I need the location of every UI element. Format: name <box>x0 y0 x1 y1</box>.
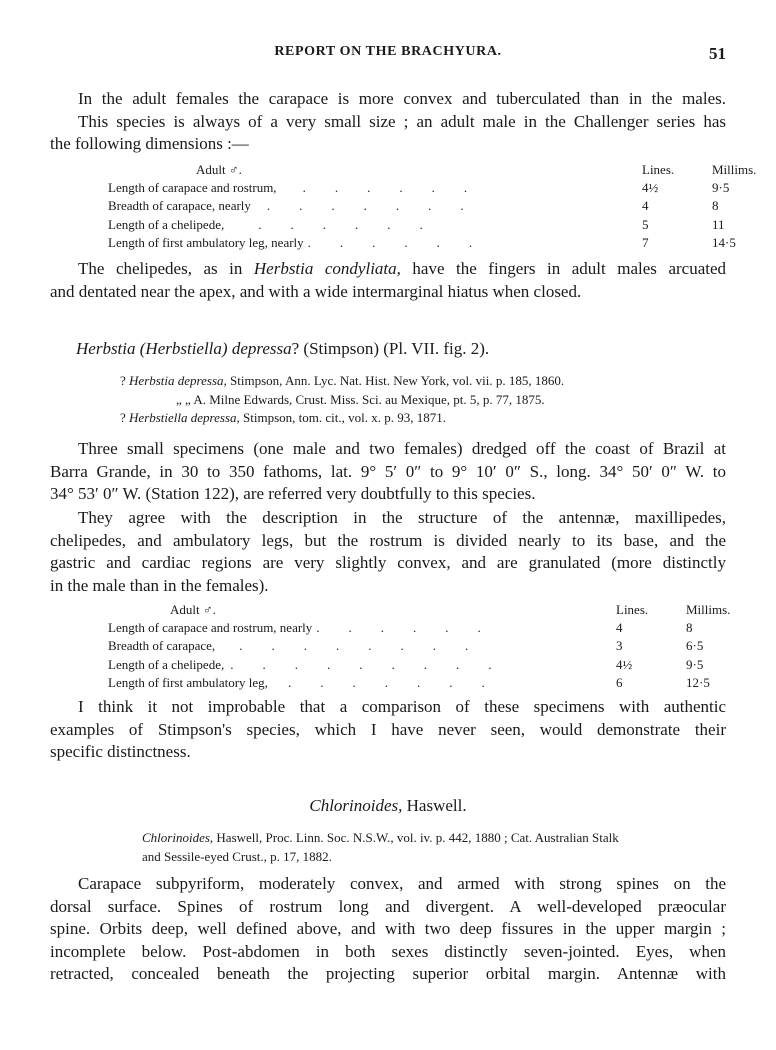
millims-value: 6·5 <box>686 638 704 654</box>
text-line: examples of Stimpson's species, which I have never seen, would demonstrate their <box>50 719 726 739</box>
text-line: dorsal surface. Spines of rostrum long and divergent. A well-developed præocular <box>50 896 726 916</box>
paragraph-comparison <box>50 696 726 764</box>
reference-line: ? Herbstia depressa, Stimpson, Ann. Lyc. Nat. Hist. New York, vol. vii. p. 185, 1860. <box>120 373 565 388</box>
row-label: Length of carapace and rostrum, <box>108 180 277 196</box>
lines-value: 5 <box>642 216 649 232</box>
paragraph-chelipedes <box>50 258 726 303</box>
row-label: Length of a chelipede, <box>108 216 225 232</box>
synonymy-list-1 <box>120 372 564 428</box>
table-header-row <box>108 601 746 619</box>
millims-header: Millims. <box>712 162 757 178</box>
paragraph-genus-description <box>50 873 726 986</box>
millims-value: 14·5 <box>712 234 736 250</box>
page-number: 51 <box>709 44 726 63</box>
synonymy-list-2 <box>142 829 619 866</box>
row-label: Breadth of carapace, <box>108 638 216 654</box>
row-label: Length of first ambulatory leg, nearly <box>108 234 304 250</box>
species-name: Herbstia (Herbstiella) depressa <box>76 339 292 358</box>
species-heading-herbstia <box>76 339 489 359</box>
dimensions-table-1 <box>108 161 772 252</box>
text-line: incomplete below. Post-abdomen in both sexes distinctly seven-jointed. Eyes, when <box>50 941 726 961</box>
text-line: Three small specimens (one male and two females) dredged off the coast of Brazil at <box>78 439 726 458</box>
text-line: chelipedes, and ambulatory legs, but the rostrum is divided nearly to its base, and the <box>50 530 726 550</box>
lines-value: 6 <box>616 674 623 690</box>
text-line: in the male than in the females). <box>50 575 269 595</box>
adult-male-label: Adult ♂. <box>196 162 242 178</box>
table-row: Breadth of carapace, nearly ....... 4 8 <box>108 197 772 215</box>
millims-value: 12·5 <box>686 674 710 690</box>
lines-value: 3 <box>616 638 623 654</box>
lines-header: Lines. <box>616 602 649 618</box>
text-line: retracted, concealed beneath the projecting superior orbital margin. Antennæ with <box>50 964 726 983</box>
lines-value: 4½ <box>616 656 633 672</box>
millims-value: 8 <box>712 198 719 214</box>
table-row: Length of carapace and rostrum, ...... 4½ 9·5 <box>108 179 772 197</box>
millims-value: 11 <box>712 216 725 232</box>
running-header <box>50 44 726 66</box>
lines-value: 4½ <box>642 180 659 196</box>
genus-heading-chlorinoides <box>50 796 726 816</box>
reference-line: ? Herbstiella depressa, Stimpson, tom. cit., vol. x. p. 93, 1871. <box>120 410 446 425</box>
millims-value: 8 <box>686 620 693 636</box>
lines-value: 7 <box>642 234 649 250</box>
row-label: Breadth of carapace, nearly <box>108 198 251 214</box>
table-row: Length of first ambulatory leg, nearly ...... 7 14·5 <box>108 234 772 252</box>
species-authority: ? (Stimpson) (Pl. VII. fig. 2). <box>291 339 490 358</box>
reference-line: and Sessile-eyed Crust., p. 17, 1882. <box>142 848 332 864</box>
table-row: Length of first ambulatory leg, ....... 6 12·5 <box>108 674 746 692</box>
row-label: Length of a chelipede, <box>108 656 225 672</box>
text-line: I think it not improbable that a comparison of these specimens with authentic <box>78 697 726 716</box>
table-row: Length of a chelipede, ......... 4½ 9·5 <box>108 656 746 674</box>
table-header-row <box>108 161 772 179</box>
lines-value: 4 <box>642 198 649 214</box>
text-line: and dentated near the apex, and with a wide intermarginal hiatus when closed. <box>50 281 582 301</box>
text-line: spine. Orbits deep, well defined above, and with two deep fissures in the upper margin ; <box>50 919 726 938</box>
text-line: Barra Grande, in 30 to 350 fathoms, lat. 9° 5′ 0″ to 9° 10′ 0″ S., long. 34° 50′ 0″ W. to <box>50 461 726 481</box>
millims-value: 9·5 <box>686 656 704 672</box>
reference-line: „ „ A. Milne Edwards, Crust. Miss. Sci. au Mexique, pt. 5, p. 77, 1875. <box>176 391 545 407</box>
text-line: They agree with the description in the structure of the antennæ, maxillipedes, <box>78 508 726 527</box>
paragraph-specimens <box>50 438 726 506</box>
genus-authority: Haswell. <box>402 796 467 815</box>
running-title: REPORT ON THE BRACHYURA. <box>274 44 502 59</box>
reference-line: Chlorinoides, Haswell, Proc. Linn. Soc. N.S.W., vol. iv. p. 442, 1880 ; Cat. Australian Stalk <box>142 830 619 845</box>
table-row: Length of carapace and rostrum, nearly ...... 4 8 <box>108 619 746 637</box>
text-line: gastric and cardiac regions are very slightly convex, and are granulated (more distinctly <box>50 553 726 572</box>
millims-header: Millims. <box>686 602 731 618</box>
table-row: Length of a chelipede, ...... 5 11 <box>108 216 772 234</box>
table-row: Breadth of carapace, ........ 3 6·5 <box>108 637 746 655</box>
paragraph-description <box>50 507 726 597</box>
text-line: This species is always of a very small size ; an adult male in the Challenger series has <box>78 111 726 131</box>
text-line: specific distinctness. <box>50 742 191 761</box>
millims-value: 9·5 <box>712 180 730 196</box>
genus-name: Chlorinoides, <box>309 796 403 815</box>
text-line: The chelipedes, as in Herbstia condyliata, have the fingers in adult males arcuated <box>78 259 727 278</box>
lines-value: 4 <box>616 620 623 636</box>
dimensions-table-2 <box>108 601 746 692</box>
text-line: 34° 53′ 0″ W. (Station 122), are referred very doubtfully to this species. <box>50 484 536 503</box>
adult-male-label: Adult ♂. <box>170 602 216 618</box>
row-label: Length of carapace and rostrum, nearly <box>108 620 313 636</box>
lines-header: Lines. <box>642 162 675 178</box>
row-label: Length of first ambulatory leg, <box>108 674 268 690</box>
text-line: the following dimensions :— <box>50 134 249 153</box>
text-line: In the adult females the carapace is more convex and tuberculated than in the males. <box>78 89 726 108</box>
paragraph-females <box>50 88 726 156</box>
text-line: Carapace subpyriform, moderately convex, and armed with strong spines on the <box>78 874 726 893</box>
